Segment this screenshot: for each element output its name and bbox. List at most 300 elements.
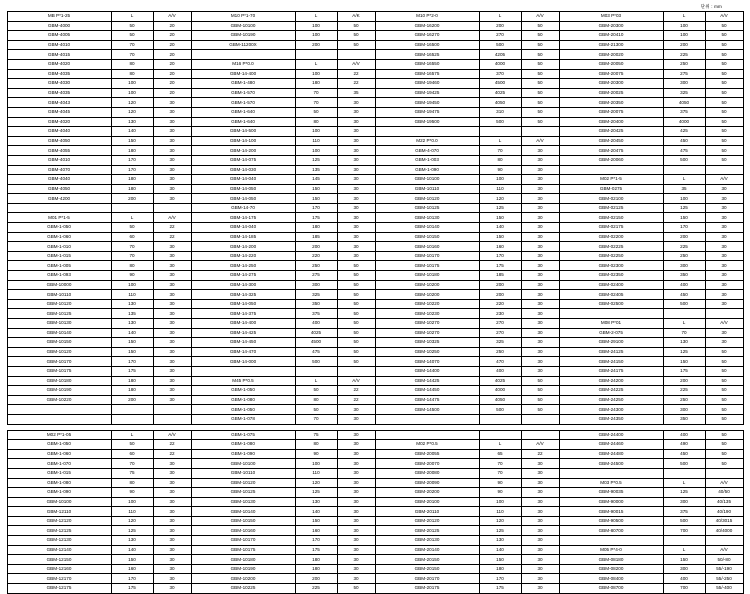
- table-cell: 50: [521, 59, 559, 69]
- table-cell: 50: [111, 223, 153, 233]
- table-cell: 125: [479, 203, 521, 213]
- table-cell: 30: [521, 299, 559, 309]
- table-cell: 4025: [479, 88, 521, 98]
- table-cell: 400: [663, 430, 705, 440]
- table-cell: 30: [705, 328, 743, 338]
- table-cell: GBM-14-300: [191, 280, 295, 290]
- table-cell: GBM-12110: [7, 507, 111, 517]
- table-row: [7, 468, 743, 478]
- table-cell: 70: [479, 468, 521, 478]
- table-cell: 120: [295, 478, 337, 488]
- table-cell: L: [295, 59, 337, 69]
- table-cell: GBM-20410: [559, 31, 663, 41]
- table-cell: 50: [295, 405, 337, 415]
- table-row: [7, 203, 743, 213]
- table-cell: 20: [153, 88, 191, 98]
- table-cell: 50: [705, 31, 743, 41]
- table-cell: GBM-12160: [7, 564, 111, 574]
- table-cell: 40/50: [705, 488, 743, 498]
- table-cell: 50: [521, 50, 559, 60]
- table-cell: 50: [111, 440, 153, 450]
- table-cell: 30: [521, 271, 559, 281]
- table-cell: GBM-08200: [559, 564, 663, 574]
- table-cell-empty: [337, 50, 375, 60]
- table-cell: A/V: [337, 376, 375, 386]
- table-row: [7, 366, 743, 376]
- table-cell: 30: [521, 516, 559, 526]
- table-cell: 180: [479, 564, 521, 574]
- table-cell: GBM-02200: [559, 232, 663, 242]
- table-cell: 100: [111, 79, 153, 89]
- table-cell: 185: [479, 271, 521, 281]
- table-row: [7, 430, 743, 440]
- table-cell: 180: [111, 146, 153, 156]
- spec-table-bottom: [7, 430, 744, 594]
- table-cell: 490: [663, 440, 705, 450]
- table-cell: 350: [663, 414, 705, 424]
- table-cell: GBM-1-070: [7, 459, 111, 469]
- table-cell: 170: [111, 574, 153, 584]
- table-cell: GBM-16575: [375, 69, 479, 79]
- table-row: [7, 261, 743, 271]
- table-row: [7, 555, 743, 565]
- table-cell: 225: [663, 242, 705, 252]
- table-cell: GBM-2-075: [559, 328, 663, 338]
- table-cell: 160: [479, 242, 521, 252]
- table-cell: M03 P*03: [559, 12, 663, 22]
- table-cell: 50: [705, 430, 743, 440]
- table-cell: GBM-4050: [7, 136, 111, 146]
- table-cell: 30: [153, 328, 191, 338]
- table-cell: GBM-24350: [559, 414, 663, 424]
- table-row: [7, 175, 743, 185]
- table-row: [7, 242, 743, 252]
- table-row: [7, 165, 743, 175]
- table-row: [7, 584, 743, 594]
- table-cell: GBM-20060: [559, 155, 663, 165]
- table-cell: GBM-4-070: [375, 146, 479, 156]
- table-cell: GBM-10180: [7, 376, 111, 386]
- table-cell: 180: [295, 555, 337, 565]
- table-cell: 50: [705, 50, 743, 60]
- table-cell: GBM-10160: [375, 242, 479, 252]
- table-cell: GBM-10120: [375, 194, 479, 204]
- table-cell: GBM-20110: [375, 507, 479, 517]
- table-cell: 50: [337, 31, 375, 41]
- table-cell: 50: [705, 376, 743, 386]
- table-cell: 30: [153, 376, 191, 386]
- table-cell: 50: [521, 31, 559, 41]
- table-cell: 50: [521, 79, 559, 89]
- table-cell: 30: [153, 395, 191, 405]
- table-cell: GBM-20120: [375, 516, 479, 526]
- table-cell: 50: [705, 107, 743, 117]
- table-cell: A/V: [153, 430, 191, 440]
- table-cell: GBM-10110: [191, 468, 295, 478]
- table-cell: 185: [295, 232, 337, 242]
- table-cell: 500: [663, 516, 705, 526]
- table-cell: 130: [111, 117, 153, 127]
- table-cell: GBM-1-075: [191, 430, 295, 440]
- table-cell: 70: [479, 459, 521, 469]
- table-cell: 50: [705, 40, 743, 50]
- table-cell: M03 P*0.5: [559, 478, 663, 488]
- table-cell: 180: [111, 386, 153, 396]
- table-cell: GBM-10170: [7, 357, 111, 367]
- table-cell: 30: [153, 290, 191, 300]
- table-cell: 80: [111, 69, 153, 79]
- table-cell: 180: [111, 184, 153, 194]
- table-cell: 100: [479, 497, 521, 507]
- table-cell: GBM-1-080: [191, 395, 295, 405]
- table-cell: 30: [705, 213, 743, 223]
- table-cell: 90: [479, 165, 521, 175]
- table-cell: 22: [337, 79, 375, 89]
- table-cell: 80: [479, 155, 521, 165]
- table-cell: 150: [111, 136, 153, 146]
- table-cell: 75: [111, 468, 153, 478]
- table-cell: 225: [295, 584, 337, 594]
- table-cell: 40/4000: [705, 526, 743, 536]
- table-cell: GBM-10250: [375, 347, 479, 357]
- table-cell: 30: [153, 386, 191, 396]
- table-cell: GBM-02400: [559, 280, 663, 290]
- table-cell: 22: [337, 395, 375, 405]
- table-row: [7, 564, 743, 574]
- table-cell: 30: [153, 366, 191, 376]
- table-cell: GBM-1-090: [375, 165, 479, 175]
- table-cell: 475: [295, 347, 337, 357]
- table-cell: 180: [111, 376, 153, 386]
- table-row: [7, 79, 743, 89]
- table-cell: GBM-11200X: [191, 40, 295, 50]
- table-cell: 50: [705, 347, 743, 357]
- table-cell: L: [479, 136, 521, 146]
- table-cell: 50: [705, 59, 743, 69]
- table-cell: GBM-10225: [191, 584, 295, 594]
- table-cell: 200: [479, 280, 521, 290]
- table-cell: GBM-10220: [7, 395, 111, 405]
- table-cell: 30: [153, 271, 191, 281]
- table-cell: 30: [153, 497, 191, 507]
- table-row: [7, 574, 743, 584]
- table-cell: 130: [111, 319, 153, 329]
- table-cell: 50: [705, 440, 743, 450]
- table-cell: A/V: [337, 59, 375, 69]
- table-cell: 200: [295, 40, 337, 50]
- table-cell: 55/-250: [705, 574, 743, 584]
- table-row: [7, 232, 743, 242]
- table-cell: GBM-10190: [191, 564, 295, 574]
- table-cell-empty: [111, 414, 153, 424]
- table-cell: 170: [111, 155, 153, 165]
- table-cell: GBM-19450: [375, 98, 479, 108]
- table-cell: GBM-20425: [559, 127, 663, 137]
- table-cell: 30: [521, 319, 559, 329]
- table-cell: MB P*1-25: [7, 12, 111, 22]
- table-cell: GBM-1-050: [7, 440, 111, 450]
- table-cell: GBM-1-003: [375, 155, 479, 165]
- table-cell: 40/190: [705, 507, 743, 517]
- table-cell: 70: [295, 414, 337, 424]
- table-cell: 30: [337, 478, 375, 488]
- table-cell: 80: [111, 261, 153, 271]
- table-cell-empty: [191, 50, 295, 60]
- table-cell: 150: [111, 555, 153, 565]
- table-cell: 50: [705, 136, 743, 146]
- table-cell: 50: [705, 79, 743, 89]
- table-cell: GBM-1-015: [7, 251, 111, 261]
- table-cell: 30: [337, 251, 375, 261]
- table-cell: 30: [153, 299, 191, 309]
- table-cell: GBM-1-060: [7, 449, 111, 459]
- table-cell: GBM-20200: [375, 488, 479, 498]
- table-cell: GBM-02250: [559, 251, 663, 261]
- table-cell: 225: [663, 386, 705, 396]
- table-cell: GBM-12150: [7, 555, 111, 565]
- table-cell-empty: [153, 203, 191, 213]
- table-cell: GBM-14-200: [191, 242, 295, 252]
- table-cell: 450: [663, 136, 705, 146]
- table-cell: GBM-20075: [559, 69, 663, 79]
- table-cell: 125: [111, 526, 153, 536]
- table-row: [7, 40, 743, 50]
- table-cell: 30: [153, 309, 191, 319]
- table-cell: 30: [337, 194, 375, 204]
- table-cell: 50: [521, 40, 559, 50]
- table-cell: 180: [295, 223, 337, 233]
- table-cell: 50: [705, 395, 743, 405]
- table-row: [7, 526, 743, 536]
- table-cell: GBM-29100: [559, 338, 663, 348]
- table-cell: GBM-90500: [559, 516, 663, 526]
- table-cell: 170: [295, 203, 337, 213]
- table-cell: GBM-02125: [559, 203, 663, 213]
- table-cell: 30: [337, 516, 375, 526]
- table-cell: GBM-12120: [7, 516, 111, 526]
- table-cell: L: [663, 545, 705, 555]
- table-cell-empty: [663, 309, 705, 319]
- table-cell: GBM-21300: [559, 40, 663, 50]
- table-cell: 30: [337, 117, 375, 127]
- table-cell: A/V: [521, 12, 559, 22]
- table-cell: 90: [111, 488, 153, 498]
- table-cell: 30: [705, 184, 743, 194]
- table-cell: GBM-10140: [7, 328, 111, 338]
- table-row: [7, 21, 743, 31]
- table-cell: 4050: [479, 98, 521, 108]
- table-cell-empty: [295, 50, 337, 60]
- table-cell: GBM-10200: [375, 290, 479, 300]
- table-cell: 120: [111, 107, 153, 117]
- table-cell: M02 P*1-05: [7, 430, 111, 440]
- table-cell: GBM-24300: [559, 405, 663, 415]
- table-cell: 150: [111, 338, 153, 348]
- table-cell: 30: [521, 146, 559, 156]
- table-cell: GBM-20400: [559, 117, 663, 127]
- table-cell: 170: [479, 251, 521, 261]
- table-cell: GBM-14-400: [191, 69, 295, 79]
- table-cell: GBM-14-400: [191, 319, 295, 329]
- table-cell: 50: [705, 88, 743, 98]
- table-cell: 130: [295, 497, 337, 507]
- table-cell: 4205: [479, 50, 521, 60]
- table-cell: 30: [153, 459, 191, 469]
- table-cell-empty: [375, 127, 479, 137]
- table-cell: 30: [521, 338, 559, 348]
- table-cell: 30: [153, 478, 191, 488]
- table-cell: A/V: [705, 12, 743, 22]
- table-cell: M08 P*01: [559, 319, 663, 329]
- table-cell: 50: [337, 338, 375, 348]
- table-cell: 30: [153, 319, 191, 329]
- table-cell: 50: [521, 69, 559, 79]
- table-cell: 250: [295, 261, 337, 271]
- table-cell: 100: [663, 194, 705, 204]
- table-cell: GBM-10270: [375, 319, 479, 329]
- table-cell: GBM-20080: [375, 468, 479, 478]
- table-cell: L: [663, 175, 705, 185]
- table-row: [7, 88, 743, 98]
- table-row: [7, 545, 743, 555]
- table-cell: 30: [521, 165, 559, 175]
- table-cell: GBM-14-70: [191, 203, 295, 213]
- table-row: [7, 459, 743, 469]
- table-cell: GBM-12130: [7, 536, 111, 546]
- table-cell: 180: [111, 175, 153, 185]
- table-cell: GBM-10150: [191, 516, 295, 526]
- table-cell: 100: [295, 31, 337, 41]
- table-cell: 30: [521, 347, 559, 357]
- table-cell: 30: [153, 564, 191, 574]
- table-cell: 30: [521, 213, 559, 223]
- table-cell: 250: [663, 395, 705, 405]
- table-cell-empty: [111, 405, 153, 415]
- table-row: [7, 194, 743, 204]
- table-cell: 50: [111, 31, 153, 41]
- table-cell: GBM-4040: [7, 127, 111, 137]
- table-cell: 200: [111, 395, 153, 405]
- table-cell: 140: [111, 127, 153, 137]
- table-row: [7, 405, 743, 415]
- table-cell: 225: [663, 50, 705, 60]
- table-cell: GBM-19460: [375, 79, 479, 89]
- table-cell: 270: [479, 319, 521, 329]
- table-cell: 30: [521, 478, 559, 488]
- table-cell: GBM-4000: [7, 21, 111, 31]
- table-cell-empty: [479, 414, 521, 424]
- table-cell: GBM-1-050: [191, 386, 295, 396]
- table-cell-empty: [705, 309, 743, 319]
- table-cell: 50: [705, 366, 743, 376]
- table-cell: GBM-4020: [7, 59, 111, 69]
- table-cell: 20: [153, 31, 191, 41]
- table-cell: L: [111, 430, 153, 440]
- table-cell: 30: [153, 357, 191, 367]
- table-cell: 100: [295, 21, 337, 31]
- table-cell: GBM-14-050: [191, 184, 295, 194]
- table-row: [7, 299, 743, 309]
- table-cell: GBM-4040: [7, 175, 111, 185]
- table-cell: 80: [111, 59, 153, 69]
- table-cell: 30: [337, 213, 375, 223]
- table-cell: 175: [295, 545, 337, 555]
- table-cell: 50: [521, 88, 559, 98]
- table-row: [7, 213, 743, 223]
- table-cell: GBM-4043: [7, 98, 111, 108]
- table-cell: 150: [295, 184, 337, 194]
- table-cell: 4500: [479, 79, 521, 89]
- table-cell: GBM-14-050: [191, 299, 295, 309]
- table-cell: 30: [521, 290, 559, 300]
- table-cell-empty: [521, 414, 559, 424]
- table-cell: 700: [663, 584, 705, 594]
- table-cell: 30: [153, 555, 191, 565]
- table-row: [7, 488, 743, 498]
- table-cell: 30: [153, 488, 191, 498]
- table-row: [7, 223, 743, 233]
- table-cell: GBM-20140: [375, 545, 479, 555]
- table-cell: 30: [521, 536, 559, 546]
- table-cell: 180: [295, 564, 337, 574]
- table-row: [7, 290, 743, 300]
- table-cell: 140: [479, 223, 521, 233]
- table-cell: 30: [153, 526, 191, 536]
- table-cell: 30: [337, 146, 375, 156]
- table-cell: 130: [111, 299, 153, 309]
- table-cell: 30: [337, 165, 375, 175]
- table-cell: 20: [153, 69, 191, 79]
- table-cell: GBM-14-250: [191, 261, 295, 271]
- table-cell: 30: [521, 564, 559, 574]
- table-cell: 50: [295, 107, 337, 117]
- table-cell-empty: [191, 366, 295, 376]
- table-cell: GBM-10270: [375, 328, 479, 338]
- table-cell: GBM-24500: [559, 459, 663, 469]
- table-cell: A/V: [705, 319, 743, 329]
- table-cell: 30: [337, 430, 375, 440]
- table-cell: 30: [521, 232, 559, 242]
- table-row: [7, 50, 743, 60]
- table-cell: GBM-4050: [7, 184, 111, 194]
- table-cell: GBM-12125: [7, 526, 111, 536]
- table-cell: 90: [479, 488, 521, 498]
- table-cell: 30: [337, 184, 375, 194]
- table-cell: 30: [153, 536, 191, 546]
- table-cell: GBM-20025: [559, 88, 663, 98]
- table-cell: GBM-02350: [559, 271, 663, 281]
- table-cell: 400: [479, 366, 521, 376]
- table-cell: 50: [705, 127, 743, 137]
- table-cell: 50: [521, 98, 559, 108]
- table-cell: GBM-20075: [559, 107, 663, 117]
- table-cell: GBM-12140: [7, 545, 111, 555]
- table-cell: A/K: [337, 12, 375, 22]
- table-cell: 100: [479, 175, 521, 185]
- table-cell: M02 P*0.5: [375, 440, 479, 450]
- table-cell: 500: [479, 40, 521, 50]
- table-cell: 22: [337, 386, 375, 396]
- table-cell: L: [111, 213, 153, 223]
- table-cell: 30: [521, 223, 559, 233]
- table-cell: 150: [111, 347, 153, 357]
- table-cell: 100: [295, 69, 337, 79]
- table-cell: 100: [111, 280, 153, 290]
- table-cell: 4000: [479, 386, 521, 396]
- table-cell: 22: [521, 449, 559, 459]
- table-cell: GBM-10190: [191, 31, 295, 41]
- table-cell: L: [663, 12, 705, 22]
